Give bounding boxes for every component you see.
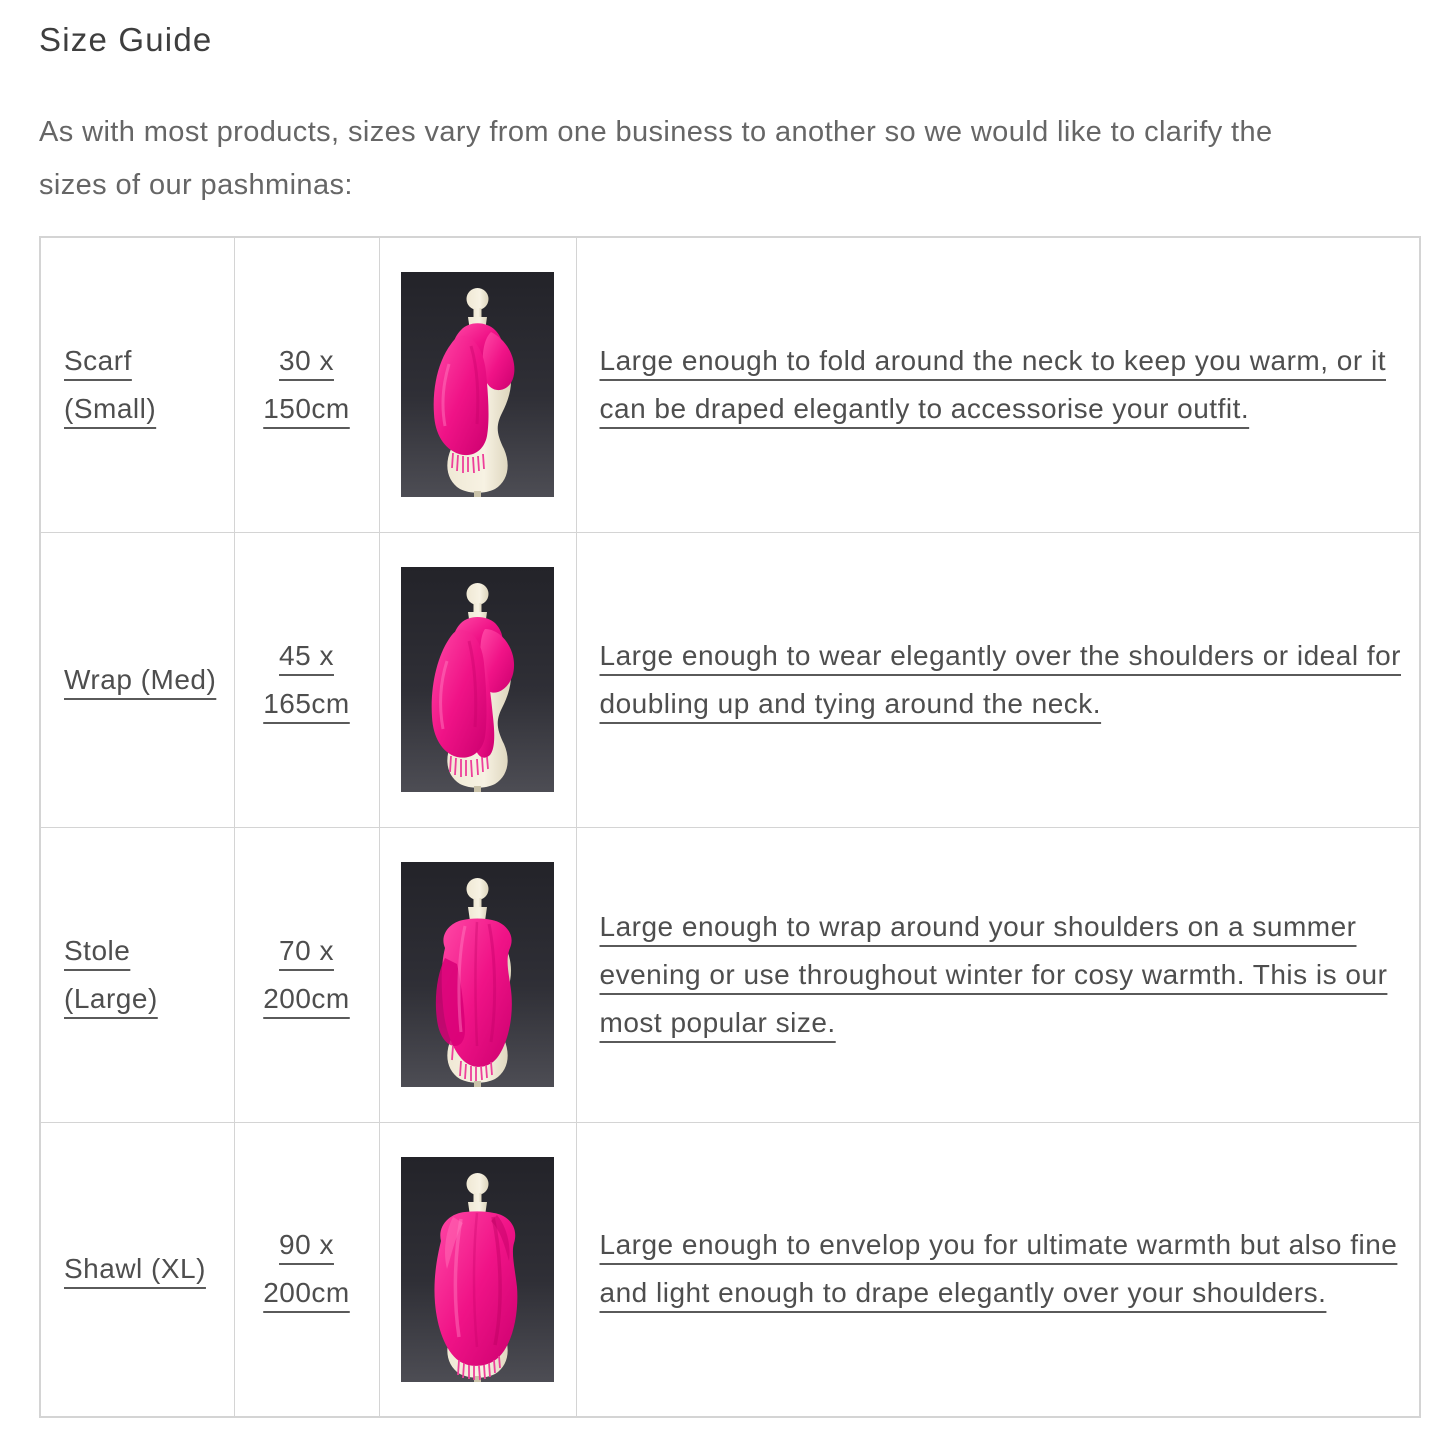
size-name-cell — [40, 1122, 234, 1417]
pink-pashmina-shawl-photo — [401, 1157, 554, 1382]
size-name-cell — [40, 237, 234, 532]
dimensions-cell — [234, 1122, 379, 1417]
dimensions-link[interactable]: 70 x 200cm — [263, 934, 350, 1014]
size-name-cell — [40, 532, 234, 827]
description-cell — [576, 532, 1420, 827]
dimensions-cell — [234, 237, 379, 532]
description-cell — [576, 1122, 1420, 1417]
photo-cell — [379, 532, 576, 827]
dimensions-cell — [234, 532, 379, 827]
pink-pashmina-scarf-photo — [401, 272, 554, 497]
intro-text: As with most products, sizes vary from one business to another so we would like to clarify the sizes of our pashminas: — [39, 116, 1273, 201]
pink-pashmina-wrap-photo — [401, 567, 554, 792]
table-row — [40, 532, 1420, 827]
size-name-link[interactable]: Shawl (XL) — [64, 1253, 206, 1285]
dimensions-link[interactable]: 90 x 200cm — [263, 1229, 350, 1309]
description-link[interactable]: Large enough to fold around the neck to keep you warm, or it can be draped elegantly to accessorise your outfit. — [599, 344, 1386, 424]
description-cell — [576, 237, 1420, 532]
pink-pashmina-stole-photo — [401, 862, 554, 1087]
size-name-link[interactable]: Scarf (Small) — [64, 344, 157, 424]
dimensions-cell — [234, 827, 379, 1122]
photo-cell — [379, 237, 576, 532]
table-row — [40, 827, 1420, 1122]
description-link[interactable]: Large enough to wear elegantly over the shoulders or ideal for doubling up and tying around the neck. — [599, 639, 1401, 719]
size-name-link[interactable]: Stole (Large) — [64, 934, 158, 1014]
dimensions-link[interactable]: 45 x 165cm — [263, 639, 350, 719]
table-row — [40, 1122, 1420, 1417]
photo-cell — [379, 1122, 576, 1417]
page-title: Size Guide — [39, 21, 213, 58]
description-cell — [576, 827, 1420, 1122]
dimensions-link[interactable]: 30 x 150cm — [263, 344, 350, 424]
description-link[interactable]: Large enough to envelop you for ultimate warmth but also fine and light enough to drape elegantly over your shoulders. — [599, 1229, 1398, 1309]
photo-cell — [379, 827, 576, 1122]
table-row — [40, 237, 1420, 532]
size-name-cell — [40, 827, 234, 1122]
size-guide-table — [39, 236, 1421, 1418]
size-name-link[interactable]: Wrap (Med) — [64, 663, 217, 695]
description-link[interactable]: Large enough to wrap around your shoulders on a summer evening or use throughout winter for cosy warmth. This is our most popular size. — [599, 910, 1388, 1038]
